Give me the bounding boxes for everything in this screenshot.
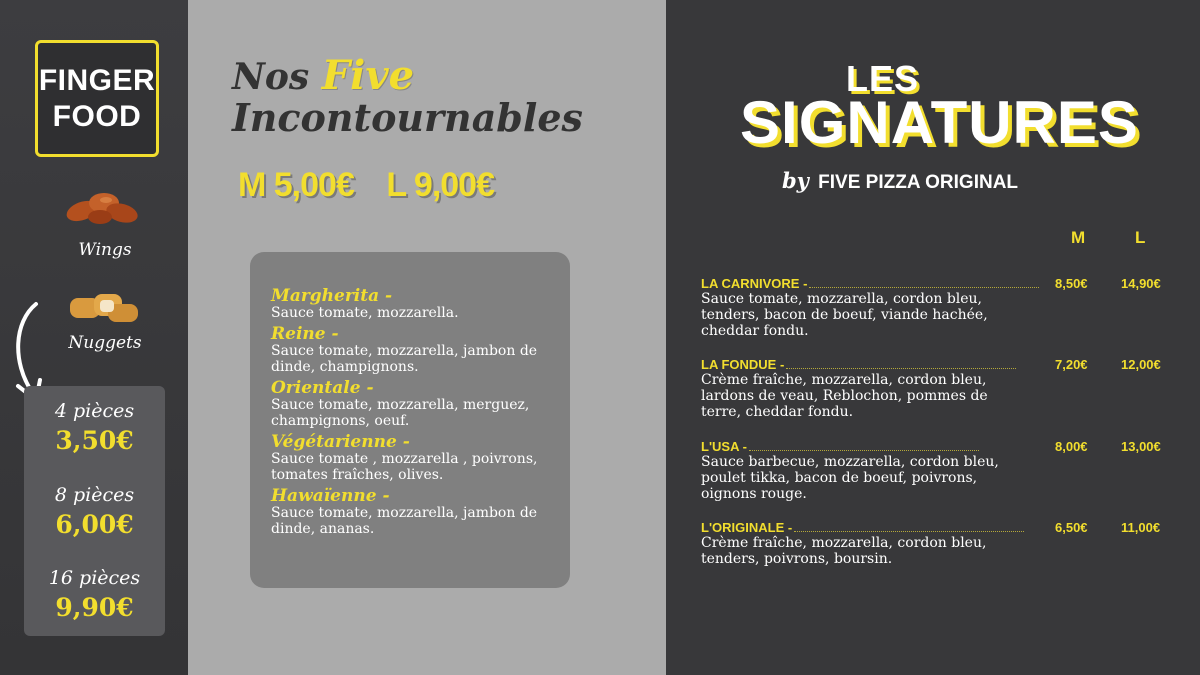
signatures-les: LES [846,58,920,99]
pizza-name: Orientale - [271,378,374,398]
pizza-name: Végétarienne - [271,432,410,452]
menu-item [701,520,1171,567]
list-item [271,379,570,429]
leader-dots [786,360,1016,369]
pizza-name: Margherita - [271,286,393,306]
item-price-l: 14,90€ [1121,276,1161,291]
title-prefix: Nos [232,56,310,98]
price-l: L 9,00€ [386,166,494,204]
pizza-desc: Sauce tomate, mozzarella, jambon de dinde, champignons. [271,343,538,375]
price-value: 3,50€ [55,426,134,455]
list-item [271,433,570,483]
item-price-l: 13,00€ [1121,439,1161,454]
list-item [271,287,570,321]
incontournables-panel [188,0,666,675]
item-name: LA CARNIVORE - [701,276,808,291]
price-value: 9,90€ [55,593,134,622]
title-line-2: Incontournables [232,95,583,140]
item-name: L'USA - [701,439,747,454]
item-price-l: 11,00€ [1121,520,1161,535]
badge-line-2: FOOD [52,100,142,133]
signatures-title: SIGNATURES [740,89,1139,156]
column-header-m: M [1071,228,1086,247]
pizza-name: Reine - [271,324,339,344]
item-price-m: 8,00€ [1055,439,1088,454]
finger-food-prices [24,386,165,636]
signatures-panel [666,0,1200,675]
price-value: 6,00€ [55,510,134,539]
column-header-l: L [1135,228,1146,247]
item-price-m: 8,50€ [1055,276,1088,291]
menu-item [701,357,1171,420]
byline-by: by [782,168,809,193]
menu-item [701,276,1171,339]
badge-line-1: FINGER [38,64,156,97]
nuggets-label: Nuggets [68,333,142,353]
finger-food-panel [0,0,188,675]
wings-label: Wings [78,240,132,260]
item-desc: Sauce tomate, mozzarella, cordon bleu, tenders, bacon de boeuf, viande hachée, cheddar fondu. [701,291,988,339]
pizza-desc: Sauce tomate, mozzarella, jambon de dinde, ananas. [271,505,538,537]
pizza-desc: Sauce tomate , mozzarella , poivrons, tomates fraîches, olives. [271,451,538,483]
wings-image [60,183,146,229]
price-m: M 5,00€ [238,166,354,204]
list-item [271,487,570,537]
item-price-l: 12,00€ [1121,357,1161,372]
item-desc: Crème fraîche, mozzarella, cordon bleu, lardons de veau, Reblochon, pommes de terre, cheddar fondu. [701,372,988,420]
price-count: 4 pièces [54,400,135,422]
price-count: 8 pièces [54,484,135,506]
pizza-list [250,252,570,588]
leader-dots [749,442,979,451]
item-price-m: 6,50€ [1055,520,1088,535]
item-price-m: 7,20€ [1055,357,1088,372]
leader-dots [794,523,1024,532]
pizza-name: Hawaïenne - [271,486,390,506]
price-count: 16 pièces [48,567,141,589]
item-name: LA FONDUE - [701,357,785,372]
leader-dots [809,279,1039,288]
pizza-desc: Sauce tomate, mozzarella, merguez, champignons, oeuf. [271,397,530,429]
item-desc: Crème fraîche, mozzarella, cordon bleu, tenders, poivrons, boursin. [701,535,987,567]
signatures-byline [782,168,1018,194]
title-highlight: Five [321,52,415,99]
menu-item [701,439,1171,502]
pizza-desc: Sauce tomate, mozzarella. [271,305,459,321]
item-name: L'ORIGINALE - [701,520,793,535]
incontournables-prices [238,166,518,205]
finger-food-badge [35,40,159,157]
nuggets-image [64,288,144,328]
list-item [271,325,570,375]
incontournables-title [232,52,583,140]
byline-brand: FIVE PIZZA ORIGINAL [818,172,1019,193]
item-desc: Sauce barbecue, mozzarella, cordon bleu, poulet tikka, bacon de boeuf, poivrons, oignons rouge. [701,454,999,502]
